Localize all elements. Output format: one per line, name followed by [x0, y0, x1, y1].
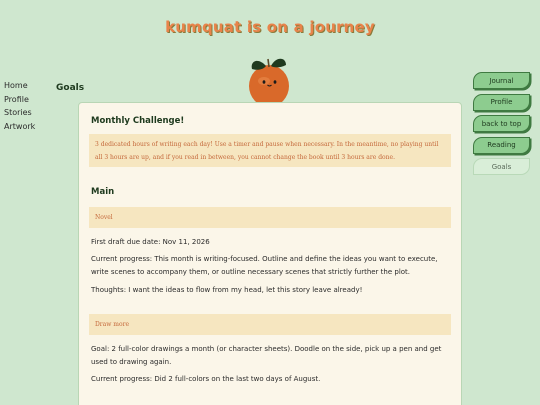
draw-more-label: Draw more [89, 314, 451, 335]
nav-stories-link[interactable]: Stories [4, 108, 32, 117]
site-title: kumquat is on a journey [165, 18, 375, 36]
nav-profile-link[interactable]: Profile [4, 94, 29, 104]
goals-panel [78, 102, 462, 405]
nav-artwork-link[interactable]: Artwork [4, 121, 36, 131]
back-to-top-button[interactable]: back to top [473, 115, 530, 132]
profile-button[interactable]: Profile [473, 94, 530, 111]
kumquat-icon [244, 53, 294, 105]
reading-button[interactable]: Reading [473, 137, 530, 154]
novel-thoughts: Thoughts: I want the ideas to flow from my head, let this story leave already! [91, 286, 363, 294]
novel-progress: Current progress: This month is writing-focused. Outline and define the ideas you want to execute, write scenes to accompany them, or outline necessary scenes that strictly further the plot. [91, 255, 438, 276]
right-nav [473, 72, 530, 180]
page-heading: Goals [56, 83, 85, 93]
journal-button[interactable]: Journal [473, 72, 530, 89]
goals-button[interactable]: Goals [473, 158, 530, 175]
draw-goal: Goal: 2 full-color drawings a month (or character sheets). Doodle on the side, pick up a pen and get used to drawing again. [91, 345, 442, 366]
monthly-challenge-title: Monthly Challenge! [91, 116, 185, 126]
monthly-challenge-callout: 3 dedicated hours of writing each day! Use a timer and pause when necessary. In the meantime, no playing until all 3 hours are up, and if you read in between, you cannot change the book until 3 hours are done. [89, 134, 451, 167]
left-nav [4, 79, 35, 133]
novel-label: Novel [89, 207, 451, 228]
novel-due-date: First draft due date: Nov 11, 2026 [91, 238, 210, 246]
main-section-title: Main [91, 187, 115, 197]
nav-home-link[interactable]: Home [4, 81, 28, 90]
draw-progress: Current progress: Did 2 full-colors on the last two days of August. [91, 375, 321, 383]
